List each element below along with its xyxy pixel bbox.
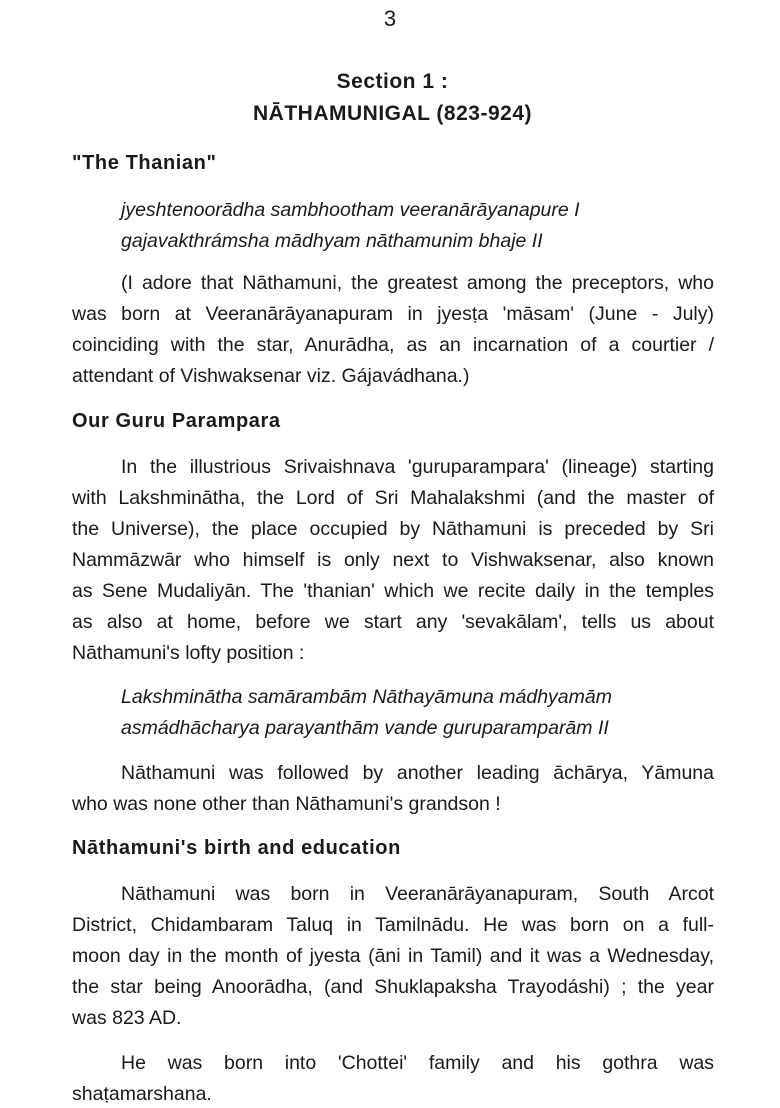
verse-line: asmádhācharya parayanthām vande guruparamparām II [121,717,609,739]
page-number: 3 [383,6,397,31]
text-line: coinciding with the star, Anurādha, as an incarnation of a courtier / [72,334,714,356]
text-line: who was none other than Nāthamuni's grandson ! [72,793,501,815]
text-line: was born at Veeranārāyanapuram in jyesṭa 'māsam' (June - July) [72,303,714,325]
text-line: as also at home, before we start any 'sevakālam', tells us about [72,611,714,633]
text-line: shaṭamarshana. [72,1083,212,1105]
heading-guru-parampara: Our Guru Parampara [72,410,281,432]
section-title: NĀTHAMUNIGAL (823-924) [253,102,532,125]
text-line: attendant of Vishwaksenar viz. Gájavádhana.) [72,365,470,387]
text-line: (I adore that Nāthamuni, the greatest among the preceptors, who [121,272,714,294]
verse-line: jyeshtenoorādha sambhootham veeranārāyanapure I [121,199,580,221]
text-line: In the illustrious Srivaishnava 'guruparampara' (lineage) starting [121,456,714,478]
text-line: Nammāzwār who himself is only next to Vishwaksenar, also known [72,549,714,571]
heading-birth-education: Nāthamuni's birth and education [72,837,401,859]
verse-line: gajavakthrámsha mādhyam nāthamunim bhaje II [121,230,543,252]
section-label: Section 1 : [336,70,449,93]
text-line: with Lakshminātha, the Lord of Sri Mahalakshmi (and the master of [72,487,714,509]
text-line: was 823 AD. [72,1007,182,1029]
text-line: the star being Anoorādha, (and Shuklapaksha Trayodáshi) ; the year [72,976,714,998]
text-line: Nāthamuni was born in Veeranārāyanapuram, South Arcot [121,883,714,905]
text-line: as Sene Mudaliyān. The 'thanian' which we recite daily in the temples [72,580,714,602]
text-line: He was born into 'Chottei' family and his gothra was [121,1052,714,1074]
text-line: moon day in the month of jyesta (āni in Tamil) and it was a Wednesday, [72,945,714,967]
text-line: Nāthamuni's lofty position : [72,642,305,664]
text-line: Nāthamuni was followed by another leading āchārya, Yāmuna [121,762,714,784]
verse-line: Lakshminātha samārambām Nāthayāmuna mádhyamām [121,686,612,708]
heading-thanian: "The Thanian" [72,152,217,174]
text-line: the Universe), the place occupied by Nāthamuni is preceded by Sri [72,518,714,540]
text-line: District, Chidambaram Taluq in Tamilnādu. He was born on a full- [72,914,714,936]
